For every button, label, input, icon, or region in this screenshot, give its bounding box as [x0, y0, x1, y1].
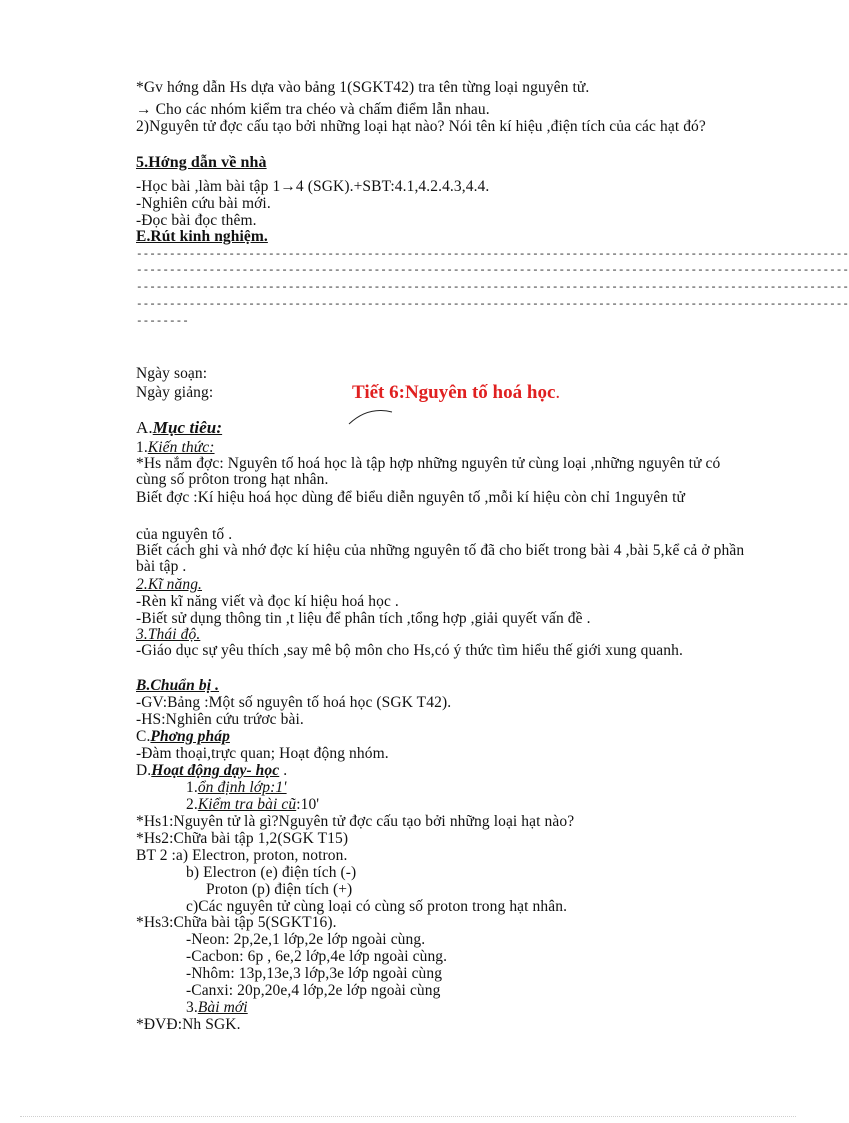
- homework-line: -Nghiên cứu bài mới.: [136, 195, 271, 212]
- exercise-answer: BT 2 :a) Electron, proton, notron.: [136, 847, 348, 864]
- decorative-arc: [346, 404, 396, 426]
- activity-step: 2.Kiểm tra bài cũ:10': [186, 796, 320, 813]
- date-prepared: Ngày soạn:: [136, 365, 208, 382]
- subheading-attitude: 3.Thái độ.: [136, 626, 201, 643]
- section-heading-homework: 5.Hớng dẫn về nhà: [136, 154, 267, 171]
- date-taught: Ngày giảng:: [136, 384, 214, 401]
- check-question: *Hs1:Nguyên tử là gì?Nguyên tử đợc cấu tạo bởi những loại hạt nào?: [136, 813, 575, 830]
- problem-statement: *ĐVĐ:Nh SGK.: [136, 1016, 241, 1033]
- method-line: -Đàm thoại,trực quan; Hoạt động nhóm.: [136, 745, 389, 762]
- dashed-line: --------: [136, 316, 189, 328]
- skill-line: -Rèn kĩ năng viết và đọc kí hiệu hoá học .: [136, 593, 399, 610]
- section-heading-preparation: B.Chuẩn bị .: [136, 677, 220, 694]
- section-heading-experience: E.Rút kinh nghiệm.: [136, 228, 268, 245]
- lesson-title: Tiết 6:Nguyên tố hoá học.: [352, 382, 561, 403]
- check-question: *Hs2:Chữa bài tập 1,2(SGK T15): [136, 830, 349, 847]
- question-line: 2)Nguyên tử đợc cấu tạo bởi những loại hạt nào? Nói tên kí hiệu ,điện tích của các hạt đó?: [136, 118, 706, 135]
- objective-line: của nguyên tố .: [136, 526, 233, 543]
- section-heading-method: C.Phơng pháp: [136, 728, 230, 745]
- subheading-knowledge: 1.Kiến thức:: [136, 439, 215, 456]
- preparation-line: -HS:Nghiên cứu trứơc bài.: [136, 711, 304, 728]
- activity-step: 3.Bài mới: [186, 999, 248, 1016]
- attitude-line: -Giáo dục sự yêu thích ,say mê bộ môn cho Hs,có ý thức tìm hiểu thế giới xung quanh.: [136, 642, 683, 659]
- exercise-answer: -Neon: 2p,2e,1 lớp,2e lớp ngoài cùng.: [186, 931, 426, 948]
- objective-line: Biết đợc :Kí hiệu hoá học dùng để biểu diễn nguyên tố ,mỗi kí hiệu còn chỉ 1nguyên tử: [136, 489, 685, 506]
- exercise-answer: -Nhôm: 13p,13e,3 lớp,3e lớp ngoài cùng: [186, 965, 443, 982]
- exercise-answer: b) Electron (e) điện tích (-): [186, 864, 357, 881]
- exercise-answer: c)Các nguyên tử cùng loại có cùng số proton trong hạt nhân.: [186, 898, 568, 915]
- skill-line: -Biết sử dụng thông tin ,t liệu để phân tích ,tổng hợp ,giải quyết vấn đề .: [136, 610, 591, 627]
- objective-line: Biết cách ghi và nhớ đợc kí hiệu của những nguyên tố đã cho biết trong bài 4 ,bài 5,kể cả ở phần bài tập .: [136, 542, 745, 575]
- instruction-line: *Gv hớng dẫn Hs dựa vào bảng 1(SGKT42) tra tên từng loại nguyên tử.: [136, 79, 590, 96]
- dashed-line: ------------------------------------------------------------------------------------------------------------: [136, 249, 849, 261]
- objective-line: *Hs nắm đợc: Nguyên tố hoá học là tập hợp những nguyên tử cùng loại ,những nguyên tử có cùng số prôton trong hạt nhân.: [136, 455, 721, 488]
- dashed-line: ------------------------------------------------------------------------------------------------------------: [136, 282, 849, 294]
- activity-step: 1.ổn định lớp:1': [186, 779, 287, 796]
- subheading-skills: 2.Kĩ năng.: [136, 576, 203, 593]
- dashed-line: ------------------------------------------------------------------------------------------------------------: [136, 265, 849, 277]
- instruction-line: → Cho các nhóm kiểm tra chéo và chấm điểm lẫn nhau.: [136, 101, 490, 118]
- check-question: *Hs3:Chữa bài tập 5(SGKT16).: [136, 914, 337, 931]
- exercise-answer: Proton (p) điện tích (+): [206, 881, 353, 898]
- section-heading-activities: D.Hoạt động dạy- học .: [136, 762, 288, 779]
- homework-line: -Đọc bài đọc thêm.: [136, 212, 257, 229]
- section-heading-objectives: A.Mục tiêu:: [136, 418, 223, 437]
- preparation-line: -GV:Bảng :Một số nguyên tố hoá học (SGK T42).: [136, 694, 452, 711]
- page-footer-rule: [20, 1116, 796, 1117]
- dashed-line: ------------------------------------------------------------------------------------------------------------: [136, 299, 849, 311]
- exercise-answer: -Canxi: 20p,20e,4 lớp,2e lớp ngoài cùng: [186, 982, 441, 999]
- homework-line: -Học bài ,làm bài tập 1→4 (SGK).+SBT:4.1,4.2.4.3,4.4.: [136, 178, 490, 195]
- exercise-answer: -Cacbon: 6p , 6e,2 lớp,4e lớp ngoài cùng.: [186, 948, 448, 965]
